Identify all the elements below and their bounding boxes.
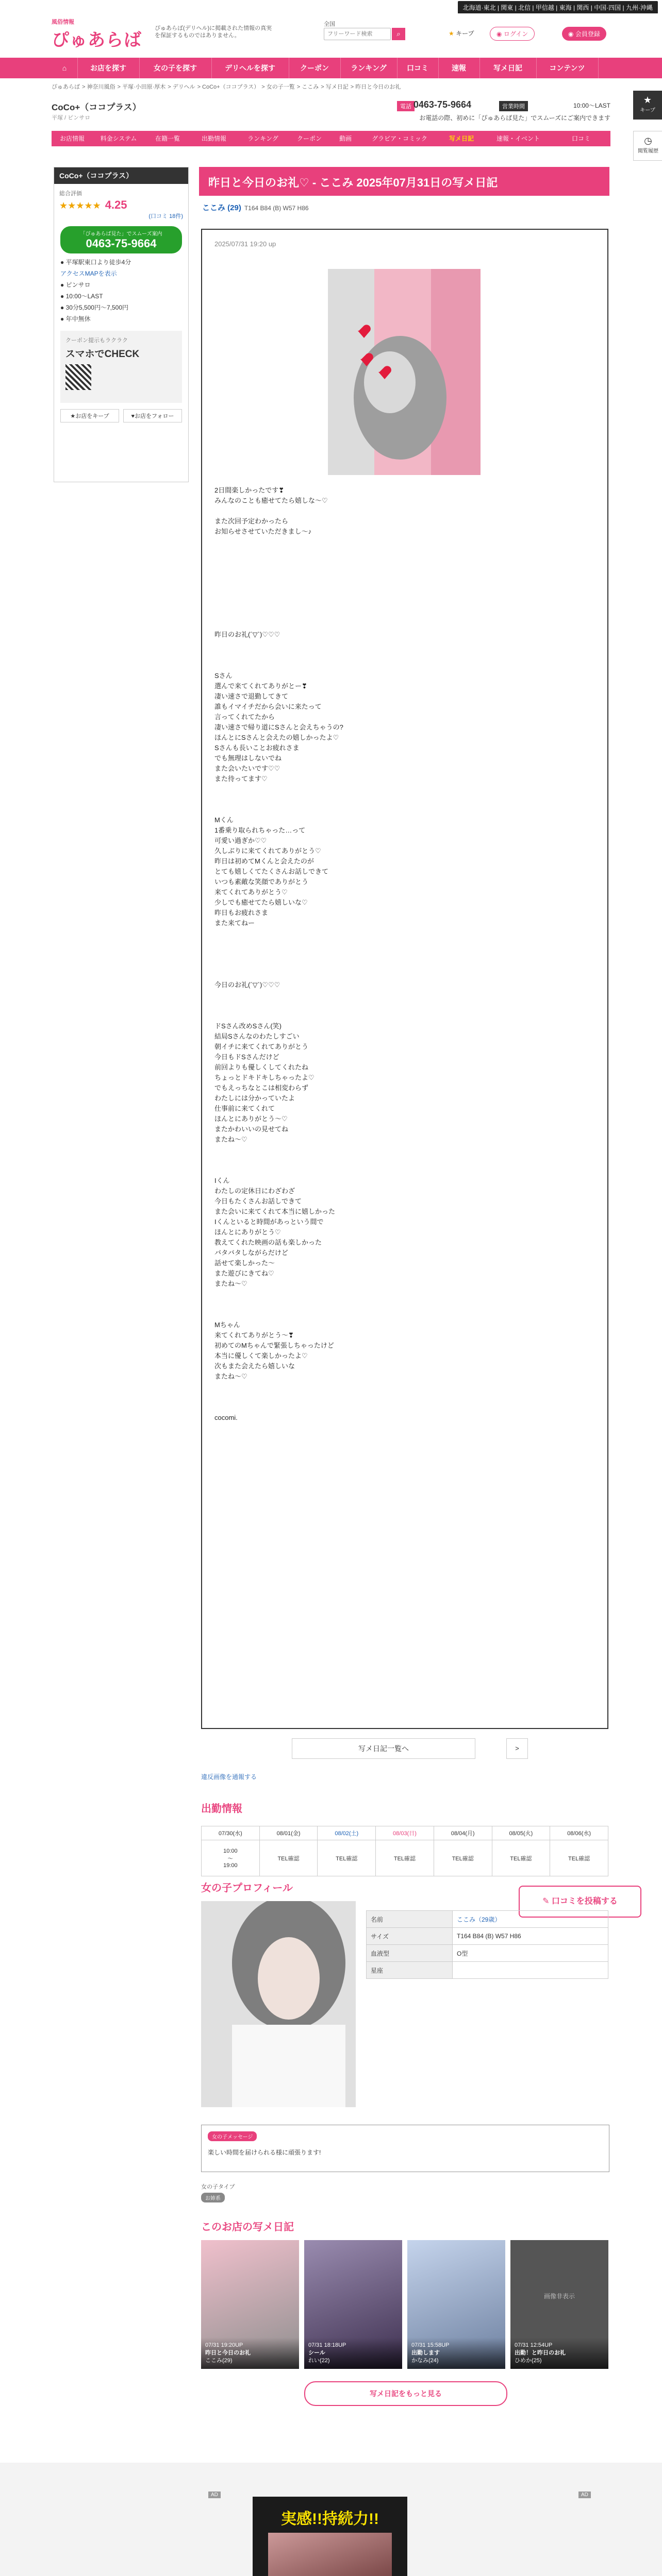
message-text: 楽しい時間を届けられる様に頑張ります!	[208, 2149, 321, 2156]
tagline: ぴゅあらば(デリヘル)に掲載された情報の真実を保証するものではありません。	[155, 25, 272, 39]
login-button[interactable]	[490, 27, 535, 41]
floating-keep[interactable]: ★ キープ	[633, 91, 662, 120]
tel-number: 0463-75-9664	[86, 237, 157, 250]
schedule-day: 07/30(水)	[202, 1826, 260, 1840]
floating-history[interactable]: ◷ 閲覧履歴	[633, 131, 662, 161]
girl-info	[202, 202, 309, 213]
ad-headline: 実感!!持続力!!	[281, 2511, 379, 2528]
diary-entry	[201, 229, 608, 1729]
coupon-box	[60, 331, 182, 403]
shop-subnav	[52, 131, 610, 146]
profile-photo	[201, 1901, 356, 2107]
subnav-info[interactable]: お店情報	[59, 135, 85, 142]
register-label: 会員登録	[575, 30, 600, 38]
info-map[interactable]	[60, 268, 182, 279]
diary-title-bar	[199, 167, 609, 196]
schedule-value: TEL確認	[492, 1840, 550, 1876]
calendar-icon: ●	[60, 315, 64, 323]
shop-sidebar	[54, 167, 189, 482]
tag-icon: ●	[60, 281, 64, 289]
diary-card[interactable]	[407, 2240, 505, 2369]
rating-label: 総合評価	[59, 191, 82, 197]
register-button[interactable]	[562, 27, 606, 41]
crumb[interactable]: 女の子一覧	[266, 84, 295, 90]
ad-label: AD	[578, 2492, 591, 2498]
report-link[interactable]: 違反画像を通報する	[201, 1773, 257, 1781]
info-hours: ● 10:00〜LAST	[60, 293, 103, 300]
ad-label: AD	[208, 2492, 221, 2498]
diary-card[interactable]	[510, 2240, 608, 2369]
sidebar-title: CoCo+（ココプラス）	[54, 167, 188, 184]
diary-photo-illustration	[328, 269, 481, 475]
profile-key: 血液型	[367, 1945, 453, 1962]
diary-card[interactable]	[304, 2240, 402, 2369]
crumb[interactable]: ここみ	[302, 84, 319, 90]
shop-info-list	[60, 257, 182, 325]
diary-date: 2025/07/31 19:20 up	[214, 240, 276, 248]
schedule-day: 08/01(金)	[259, 1826, 318, 1840]
star-icon: ★	[643, 95, 652, 105]
info-price: ● 30分5,500円〜7,500円	[60, 304, 129, 311]
subnav-schedule[interactable]: 出勤情報	[201, 135, 226, 142]
search-button[interactable]	[392, 28, 405, 40]
girl-size: T164 B84 (B) W57 H86	[244, 205, 309, 212]
subnav-gravure[interactable]: グラビア・コミック	[372, 135, 427, 142]
card-caption: 07/31 15:58UP 出勤します かなみ(24)	[407, 2337, 505, 2369]
nav-delivery[interactable]: デリヘルを探す	[211, 58, 289, 78]
crumb[interactable]: 神奈川風俗	[87, 84, 115, 90]
rating-stars	[59, 198, 183, 212]
type-tag[interactable]: お姉系	[201, 2193, 225, 2202]
info-type: ● ピンサロ	[60, 281, 91, 289]
star-icon: ★	[449, 30, 454, 37]
crumb[interactable]: 平塚·小田原·厚木	[122, 84, 166, 90]
schedule-value: TEL確認	[376, 1840, 434, 1876]
no-image-label: 画像非表示	[543, 2293, 575, 2300]
ad-banner[interactable]	[253, 2497, 407, 2576]
type-label: 女の子タイプ	[201, 2184, 235, 2190]
card-caption: 07/31 19:20UP 昨日と今日のお礼 ここみ(29)	[201, 2337, 299, 2369]
profile-sign	[453, 1962, 608, 1979]
crumb[interactable]: デリヘル	[172, 84, 195, 90]
card-caption: 07/31 12:54UP 出勤！と昨日のお礼 ひめか(25)	[510, 2337, 608, 2369]
nav-shops[interactable]: お店を探す	[77, 58, 140, 78]
logo-small: 風俗情報	[52, 19, 74, 25]
heart-icon: ♥	[131, 413, 135, 419]
info-holiday: ● 年中無休	[60, 315, 91, 323]
profile-blood: O型	[453, 1945, 608, 1962]
schedule-value: 10:00 〜 19:00	[202, 1840, 260, 1876]
tel-label: 「ぴゅあらば見た」でスムーズ案内	[80, 231, 162, 237]
schedule-day: 08/04(月)	[434, 1826, 492, 1840]
stars-icon: ★★★★★	[59, 200, 101, 211]
nav-girls[interactable]: 女の子を探す	[139, 58, 212, 78]
next-diary-button[interactable]: >	[506, 1738, 528, 1759]
qr-code	[65, 364, 91, 390]
schedule-value: TEL確認	[550, 1840, 608, 1876]
info-station: ● 平塚駅東口より徒歩4分	[60, 259, 131, 266]
diary-title: 昨日と今日のお礼♡ - ここみ 2025年07月31日の写メ日記	[208, 176, 498, 189]
subnav-reviews[interactable]: 口コミ	[571, 135, 590, 142]
nav-diary[interactable]: 写メ日記	[479, 58, 537, 78]
profile-key: 名前	[367, 1911, 453, 1928]
user-icon: ◉	[496, 30, 502, 38]
keep-shop-button[interactable]: ★お店をキープ	[60, 409, 119, 422]
message-tag: 女の子メッセージ	[208, 2131, 257, 2141]
shop-phone[interactable]: 0463-75-9664	[413, 99, 471, 110]
clock-icon: ●	[60, 293, 64, 300]
site-header	[0, 13, 662, 57]
main-nav	[0, 58, 662, 78]
site-logo[interactable]	[52, 18, 142, 51]
diary-photo	[328, 269, 481, 475]
subnav-coupon[interactable]: クーポン	[296, 135, 322, 142]
diary-card[interactable]	[201, 2240, 299, 2369]
more-diaries-button[interactable]: 写メ日記をもっと見る	[304, 2381, 507, 2406]
profile-photo-illustration	[201, 1901, 356, 2107]
subnav-events[interactable]: 速報・イベント	[496, 135, 540, 142]
schedule-day: 08/06(水)	[550, 1826, 608, 1840]
phone-note: お電話の際、初めに「ぴゅあらば見た」でスムーズにご案内できます	[419, 114, 610, 122]
schedule-day: 08/02(土)	[318, 1826, 376, 1840]
yen-icon: ●	[60, 304, 64, 311]
star-icon: ★	[70, 413, 76, 419]
ad-image	[268, 2533, 392, 2576]
search-input[interactable]	[324, 28, 391, 40]
region-links[interactable]: 北海道·東北 | 関東 | 北信 | 甲信越 | 東海 | 関西 | 中国·四国 | 九州·沖縄	[458, 1, 658, 14]
profile-key: サイズ	[367, 1928, 453, 1945]
login-label: ログイン	[503, 30, 528, 38]
nav-contents[interactable]: コンテンツ	[536, 58, 599, 78]
logo-big: ぴゅあらば	[52, 30, 142, 50]
profile-table	[366, 1910, 608, 1979]
profile-key: 星座	[367, 1962, 453, 1979]
profile-name[interactable]: ここみ（29歳）	[453, 1911, 608, 1928]
keep-label: キープ	[456, 30, 474, 37]
comment-icon: ✎	[542, 1897, 550, 1906]
crumb[interactable]: 写メ日記	[325, 84, 349, 90]
post-review-button[interactable]: ✎ 口コミを投稿する	[519, 1886, 641, 1918]
schedule-value: TEL確認	[259, 1840, 318, 1876]
nav-home[interactable]	[52, 58, 78, 78]
follow-shop-button[interactable]: ♥お店をフォロー	[123, 409, 182, 422]
search-icon: ⌕	[396, 30, 401, 38]
girl-name-link[interactable]: ここみ (29)	[202, 204, 241, 212]
user-plus-icon: ◉	[568, 30, 574, 38]
schedule-value: TEL確認	[318, 1840, 376, 1876]
coupon-title: スマホでCHECK	[65, 349, 140, 360]
shop-name[interactable]: CoCo+（ココプラス）	[52, 103, 141, 112]
phone-tag: 電話	[397, 101, 415, 111]
home-icon: ⌂	[62, 64, 67, 72]
diary-body: 2日間楽しかったです❣ みんなのことも癒せてたら嬉しな〜♡ また次回予定わかったら お知らせさせていただきまし〜♪ 昨日のお礼(´▽`)♡♡♡ Sさん 選んで来てくれてありがとー❣ 凄い速さで退勤してきて 誰もイマイチだから会いに来たって 言ってくれてたから 凄い速さで帰り道にSさんと会えちゃうの? ほんとにSさんと会えたの嬉しかったよ♡ Sさんも長いことお疲れさま でも無理はしないでね また会いたいです♡♡ また待ってます♡ Mくん 1番乗り取られちゃった…って 可愛い過ぎか♡♡ 久しぶりに来てくれてありがとう♡ 昨日は初めてMくんと会えたのが とても嬉しくてたくさんお話しできて いつも素敵な笑顔でありがとう 来てくれてありがとう♡ 少しでも癒せてたら嬉しいな♡ 昨日もお疲れさま また来てねー 今日のお礼(´▽`)♡♡♡ ドSさん改めSさん(笑) 結局Sさんなのわたしすごい 朝イチに来てくれてありがとう 今日もドSさんだけど 前回よりも優しくしてくれたね ちょっとドキドキしちゃったよ♡ でもえっちなとこは相変わらず わたしには分かっていたよ 仕事前に来てくれて ほんとにありがとう〜♡ またかわいいの見せてね またね〜♡ Iくん わたしの定休日にわざわざ 今日もたくさんお話しできて また会いに来てくれて本当に嬉しかった Iくんといると時間があっという間で ほんとにありがとう♡ 教えてくれた映画の話も楽しかった バタバタしながらだけど 話せて楽しかった〜 また遊びにきてね♡ またね〜♡ Mちゃん 来てくれてありがとう〜❣ 初めてのMちゃんで緊張しちゃったけど 本当に優しくて楽しかったよ♡ 次もまた会えたら嬉しいな またね〜♡ cocomi.	[214, 486, 343, 1421]
shop-category: 平塚 / ピンサロ	[52, 115, 91, 121]
crumb-current: 昨日と今日のお礼	[355, 84, 401, 90]
review-count-link[interactable]: (口コミ 18件)	[148, 213, 183, 219]
top-strip	[0, 0, 662, 14]
shop-hours: 10:00〜LAST	[573, 102, 610, 109]
crumb[interactable]: ぴゅあらば	[52, 84, 80, 90]
nav-ranking[interactable]: ランキング	[340, 58, 398, 78]
tel-button[interactable]	[60, 226, 182, 253]
profile-title: 女の子プロフィール	[201, 1883, 293, 1894]
diary-list-button[interactable]: 写メ日記一覧へ	[292, 1738, 475, 1759]
profile-size: T164 B84 (B) W57 H86	[453, 1928, 608, 1945]
schedule-table	[201, 1826, 608, 1876]
hours-tag: 営業時間	[499, 101, 528, 111]
subnav-video[interactable]: 動画	[339, 135, 352, 142]
nav-coupon[interactable]: クーポン	[289, 58, 341, 78]
coupon-label: クーポン提示もラクラク	[65, 337, 128, 344]
breadcrumb: ぴゅあらば > 神奈川風俗 > 平塚·小田原·厚木 > デリヘル > CoCo+（ココプラス） > 女の子一覧 > ここみ > 写メ日記 > 昨日と今日のお礼	[52, 84, 401, 90]
schedule-title: 出勤情報	[201, 1803, 242, 1815]
nav-news[interactable]: 速報	[438, 58, 480, 78]
card-caption: 07/31 18:18UP シール れい(22)	[304, 2337, 402, 2369]
shop-header	[52, 98, 610, 124]
access-map-link[interactable]: アクセスMAPを表示	[60, 270, 117, 277]
crumb[interactable]: CoCo+（ココプラス）	[202, 84, 260, 90]
nav-reviews[interactable]: 口コミ	[397, 58, 439, 78]
subnav-price[interactable]: 料金システム	[100, 135, 137, 142]
schedule-day: 08/03(日)	[376, 1826, 434, 1840]
keep-link[interactable]	[449, 29, 474, 38]
search-area-label: 全国	[324, 21, 335, 27]
pin-icon: ●	[60, 259, 64, 266]
subnav-girls[interactable]: 在籍一覧	[155, 135, 180, 142]
subnav-diary[interactable]: 写メ日記	[449, 135, 474, 142]
subnav-ranking[interactable]: ランキング	[247, 135, 278, 142]
rating-score: 4.25	[105, 198, 127, 211]
schedule-value: TEL確認	[434, 1840, 492, 1876]
gallery-title: このお店の写メ日記	[201, 2222, 294, 2233]
girl-message-box	[201, 2125, 609, 2172]
clock-icon: ◷	[644, 135, 652, 146]
schedule-day: 08/05(火)	[492, 1826, 550, 1840]
